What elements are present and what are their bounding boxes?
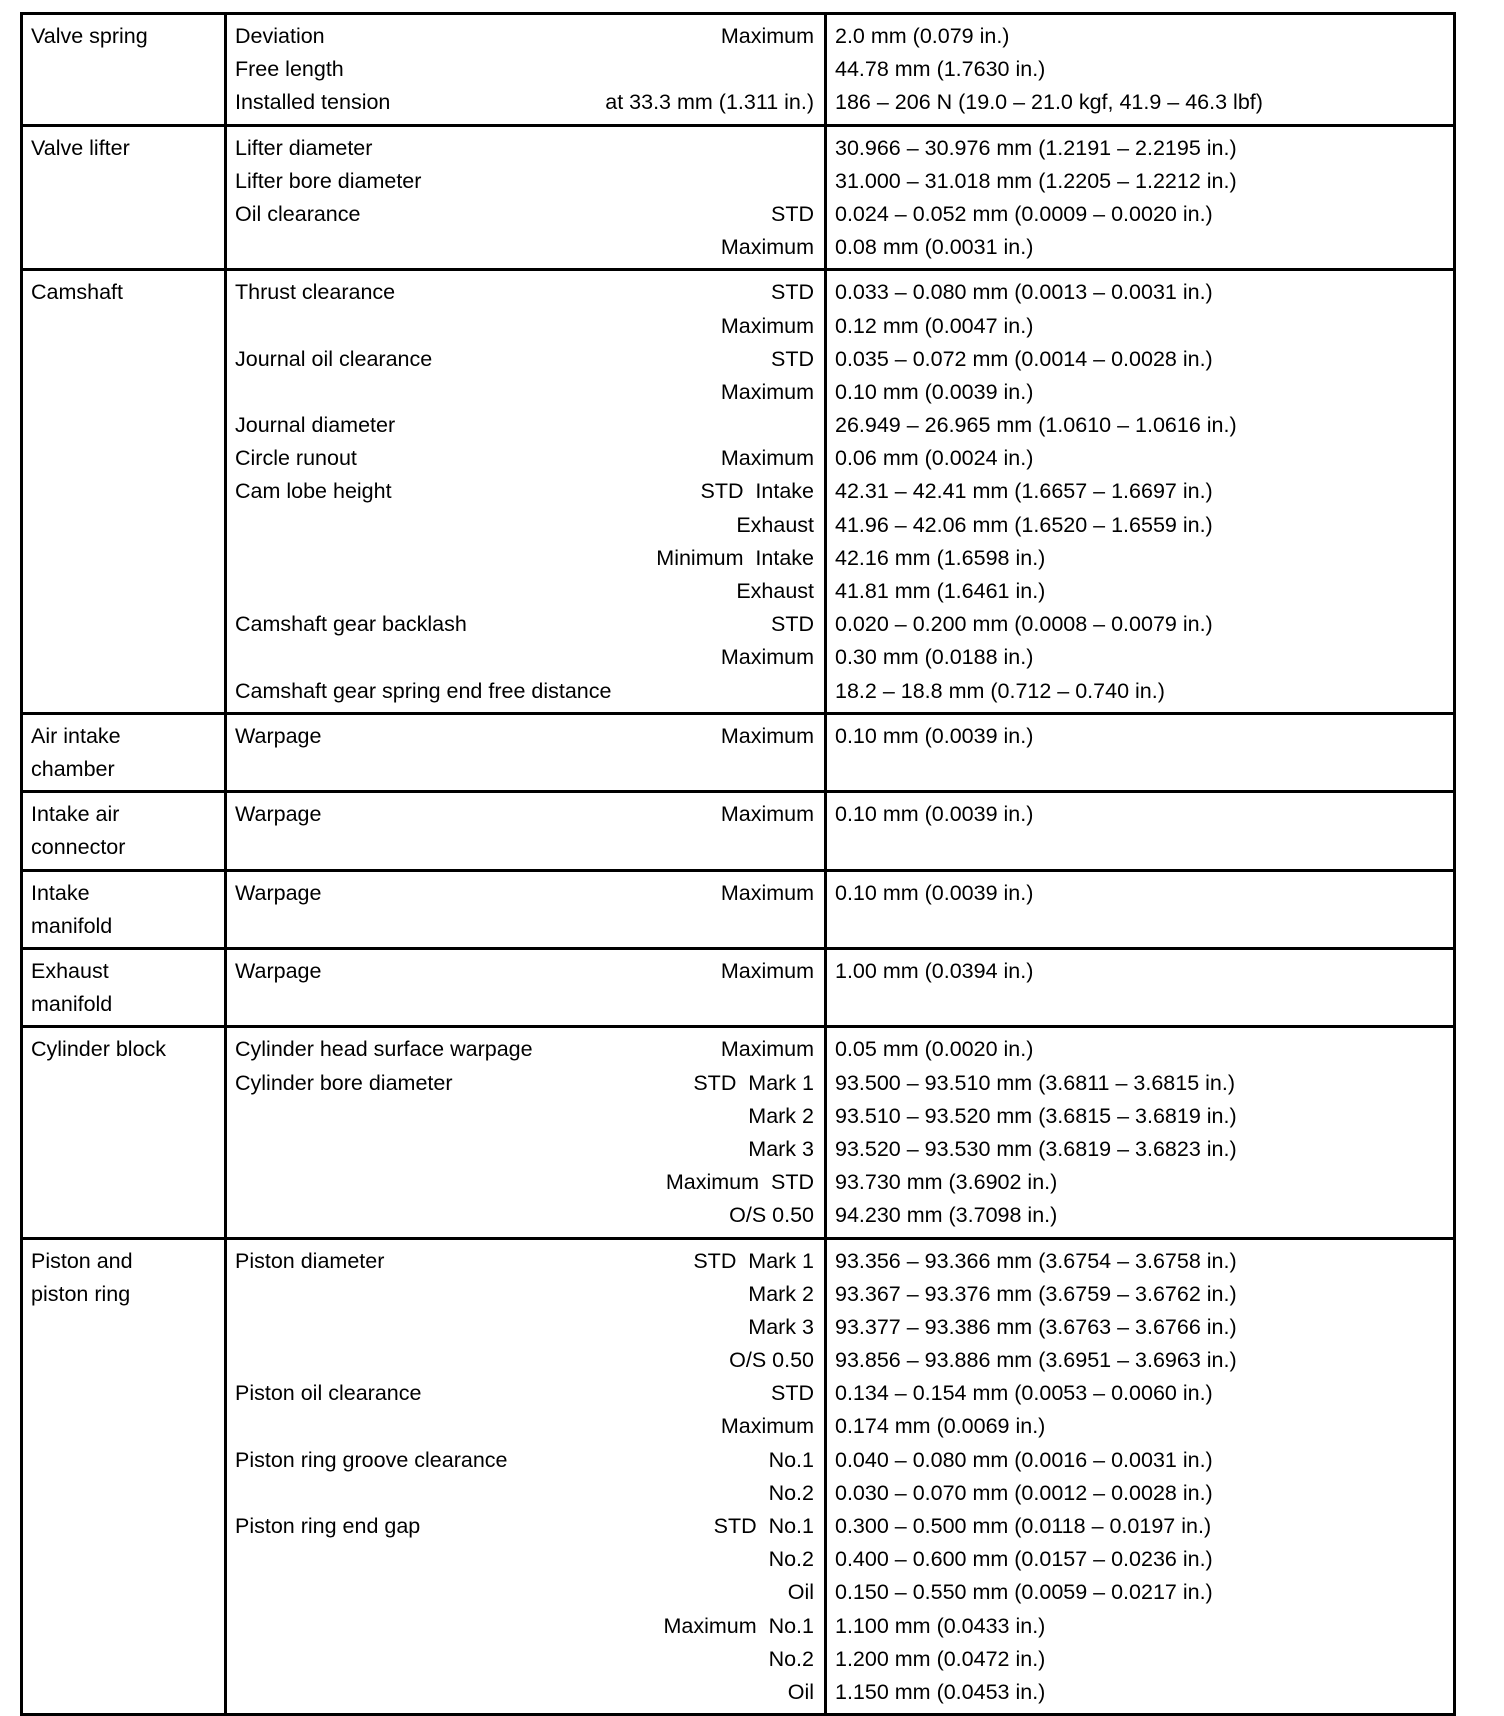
spec-value: 42.31 – 42.41 mm (1.6657 – 1.6697 in.) (835, 479, 1213, 504)
item-cell (226, 270, 826, 713)
spec-value: 0.134 – 0.154 mm (0.0053 – 0.0060 in.) (835, 1381, 1213, 1406)
item-label (235, 1610, 663, 1643)
condition-label: Maximum (720, 880, 814, 905)
spec-value: 0.150 – 0.550 mm (0.0059 – 0.0217 in.) (835, 1580, 1213, 1605)
item-label: Warpage (235, 723, 322, 748)
item-label (235, 1576, 788, 1609)
spec-section-row (22, 125, 1455, 270)
spec-value: 186 – 206 N (19.0 – 21.0 kgf, 41.9 – 46.3 lbf) (835, 90, 1263, 115)
spec-value: 18.2 – 18.8 mm (0.712 – 0.740 in.) (835, 678, 1165, 703)
condition-label: Maximum (720, 313, 814, 338)
component-cell (22, 870, 226, 948)
spec-value: 0.10 mm (0.0039 in.) (835, 802, 1034, 827)
spec-line (235, 276, 816, 309)
condition-label: Exhaust (736, 512, 814, 537)
spec-line (235, 1477, 816, 1510)
spec-value: 1.150 mm (0.0453 in.) (835, 1679, 1046, 1704)
component-name: chamber (31, 756, 115, 781)
spec-line (235, 542, 816, 575)
condition-label: STD (771, 612, 814, 637)
item-label: Deviation (235, 24, 325, 48)
condition-label: STD (771, 346, 814, 371)
spec-value: 0.10 mm (0.0039 in.) (835, 880, 1034, 905)
spec-value: 93.510 – 93.520 mm (3.6815 – 3.6819 in.) (835, 1103, 1237, 1128)
spec-line (235, 310, 816, 343)
spec-line (235, 1245, 816, 1278)
item-label (235, 575, 736, 608)
item-cell (226, 1027, 826, 1238)
item-label: Cylinder bore diameter (235, 1070, 453, 1095)
spec-value: 44.78 mm (1.7630 in.) (835, 57, 1046, 82)
condition-label (814, 165, 816, 198)
condition-label: O/S 0.50 (729, 1348, 814, 1373)
value-cell (826, 125, 1455, 270)
item-label (235, 1133, 748, 1166)
spec-line (235, 376, 816, 409)
component-cell (22, 14, 226, 126)
spec-line (235, 798, 816, 831)
condition-label: Maximum (720, 723, 814, 748)
item-label (235, 231, 721, 264)
item-label: Oil clearance (235, 201, 361, 226)
spec-value: 41.81 mm (1.6461 in.) (835, 579, 1046, 603)
condition-label: STD Intake (700, 479, 814, 504)
item-label: Installed tension (235, 90, 391, 115)
condition-label: Maximum (720, 24, 814, 48)
spec-line (235, 442, 816, 475)
component-name: Camshaft (31, 280, 124, 305)
spec-value: 93.500 – 93.510 mm (3.6811 – 3.6815 in.) (835, 1070, 1236, 1095)
component-cell (22, 792, 226, 870)
spec-value: 30.966 – 30.976 mm (1.2191 – 2.2195 in.) (835, 135, 1237, 160)
condition-label: Maximum No.1 (663, 1613, 814, 1638)
spec-section-row (22, 713, 1455, 791)
spec-section-row (22, 792, 1455, 870)
spec-value: 0.174 mm (0.0069 in.) (835, 1414, 1046, 1439)
spec-value: 0.040 – 0.080 mm (0.0016 – 0.0031 in.) (835, 1447, 1213, 1472)
condition-label: Mark 3 (748, 1136, 814, 1161)
item-label: Cam lobe height (235, 479, 392, 504)
condition-label: No.1 (768, 1447, 814, 1472)
item-label: Camshaft gear backlash (235, 612, 467, 637)
item-label (235, 1410, 721, 1443)
spec-section-row (22, 14, 1455, 126)
item-label (235, 1676, 788, 1709)
condition-label: at 33.3 mm (1.311 in.) (605, 90, 814, 115)
condition-label (814, 409, 816, 442)
spec-line (235, 198, 816, 231)
component-name: Cylinder block (31, 1037, 167, 1062)
condition-label: Maximum (720, 235, 814, 260)
item-label (235, 1643, 769, 1676)
condition-label: STD (771, 1381, 814, 1406)
item-label: Cylinder head surface warpage (235, 1037, 533, 1062)
spec-section-row (22, 870, 1455, 948)
item-label (235, 1199, 729, 1232)
spec-value: 0.05 mm (0.0020 in.) (835, 1037, 1034, 1062)
item-label (235, 310, 721, 343)
condition-label: Maximum STD (665, 1170, 814, 1195)
spec-section-row (22, 270, 1455, 713)
component-name: Valve lifter (31, 135, 130, 160)
condition-label (814, 675, 816, 708)
spec-line (235, 1199, 816, 1232)
component-name: Piston and (31, 1248, 133, 1273)
component-name: piston ring (31, 1281, 131, 1306)
item-cell (226, 948, 826, 1026)
spec-value: 94.230 mm (3.7098 in.) (835, 1203, 1058, 1228)
condition-label: STD Mark 1 (693, 1248, 814, 1273)
spec-line (235, 1543, 816, 1576)
item-label: Warpage (235, 958, 322, 983)
spec-value: 0.10 mm (0.0039 in.) (835, 379, 1034, 404)
condition-label: No.2 (768, 1646, 814, 1671)
spec-line (235, 1643, 816, 1676)
condition-label (814, 53, 816, 86)
condition-label: Mark 3 (748, 1314, 814, 1339)
value-cell (826, 948, 1455, 1026)
spec-line (235, 1278, 816, 1311)
condition-label: Maximum (720, 379, 814, 404)
spec-line (235, 1344, 816, 1377)
component-name: Intake (31, 880, 90, 905)
spec-section-row (22, 948, 1455, 1026)
component-cell (22, 713, 226, 791)
item-label: Circle runout (235, 446, 357, 471)
spec-line (235, 475, 816, 508)
spec-value: 0.12 mm (0.0047 in.) (835, 313, 1034, 338)
spec-line (235, 509, 816, 542)
item-label: Journal oil clearance (235, 346, 433, 371)
item-cell (226, 792, 826, 870)
spec-line (235, 675, 816, 708)
component-cell (22, 125, 226, 270)
condition-label: Maximum (720, 645, 814, 670)
condition-label: No.2 (768, 1547, 814, 1572)
item-cell (226, 713, 826, 791)
spec-line (235, 1166, 816, 1199)
component-name: connector (31, 835, 126, 860)
spec-value: 0.024 – 0.052 mm (0.0009 – 0.0020 in.) (835, 201, 1213, 226)
spec-value: 0.300 – 0.500 mm (0.0118 – 0.0197 in.) (835, 1514, 1212, 1538)
item-label: Warpage (235, 802, 322, 827)
spec-line (235, 1311, 816, 1344)
condition-label: Exhaust (736, 579, 814, 603)
component-name: Air intake (31, 723, 121, 748)
spec-line (235, 1377, 816, 1410)
item-label: Lifter bore diameter (235, 168, 422, 193)
item-label: Piston ring groove clearance (235, 1447, 508, 1472)
item-label: Lifter diameter (235, 135, 373, 160)
item-label (235, 509, 736, 542)
spec-value: 0.035 – 0.072 mm (0.0014 – 0.0028 in.) (835, 346, 1213, 371)
component-name: manifold (31, 913, 113, 938)
spec-value: 1.200 mm (0.0472 in.) (835, 1646, 1046, 1671)
value-cell (826, 1238, 1455, 1715)
condition-label: STD (771, 201, 814, 226)
component-name: Valve spring (31, 24, 148, 48)
spec-value: 41.96 – 42.06 mm (1.6520 – 1.6559 in.) (835, 512, 1213, 537)
spec-line (235, 1510, 816, 1543)
spec-value: 0.30 mm (0.0188 in.) (835, 645, 1034, 670)
spec-line (235, 955, 816, 988)
spec-value: 31.000 – 31.018 mm (1.2205 – 1.2212 in.) (835, 168, 1237, 193)
spec-line (235, 1676, 816, 1709)
spec-value: 0.08 mm (0.0031 in.) (835, 235, 1034, 260)
condition-label: Mark 2 (748, 1281, 814, 1306)
item-label: Camshaft gear spring end free distance (235, 678, 612, 703)
spec-value: 93.730 mm (3.6902 in.) (835, 1170, 1058, 1195)
spec-value: 1.100 mm (0.0433 in.) (835, 1613, 1046, 1638)
item-label (235, 1477, 769, 1510)
spec-value: 93.367 – 93.376 mm (3.6759 – 3.6762 in.) (835, 1281, 1237, 1306)
item-label: Piston ring end gap (235, 1514, 421, 1538)
spec-value: 42.16 mm (1.6598 in.) (835, 545, 1046, 570)
component-cell (22, 948, 226, 1026)
component-cell (22, 270, 226, 713)
value-cell (826, 792, 1455, 870)
condition-label: Minimum Intake (656, 545, 814, 570)
spec-line (235, 1133, 816, 1166)
spec-value: 2.0 mm (0.079 in.) (835, 24, 1010, 48)
item-label: Piston oil clearance (235, 1381, 422, 1406)
item-label (235, 1278, 748, 1311)
condition-label: STD (771, 280, 814, 305)
item-label: Journal diameter (235, 413, 396, 438)
spec-section-row (22, 1027, 1455, 1238)
item-cell (226, 14, 826, 126)
spec-line (235, 231, 816, 264)
spec-line (235, 343, 816, 376)
condition-label: Maximum (720, 958, 814, 983)
spec-value: 0.400 – 0.600 mm (0.0157 – 0.0236 in.) (835, 1547, 1213, 1572)
spec-line (235, 720, 816, 753)
condition-label: Maximum (720, 446, 814, 471)
spec-line (235, 53, 816, 86)
item-label (235, 1311, 748, 1344)
spec-line (235, 132, 816, 165)
value-cell (826, 270, 1455, 713)
spec-line (235, 608, 816, 641)
item-label: Piston diameter (235, 1248, 385, 1273)
condition-label: No.2 (768, 1480, 814, 1505)
value-cell (826, 870, 1455, 948)
spec-value: 0.020 – 0.200 mm (0.0008 – 0.0079 in.) (835, 612, 1213, 637)
spec-table (20, 12, 1456, 1716)
item-label (235, 542, 656, 575)
spec-value: 0.033 – 0.080 mm (0.0013 – 0.0031 in.) (835, 280, 1213, 305)
condition-label: Mark 2 (748, 1103, 814, 1128)
spec-value: 0.10 mm (0.0039 in.) (835, 723, 1034, 748)
spec-line (235, 1444, 816, 1477)
spec-value: 0.06 mm (0.0024 in.) (835, 446, 1034, 471)
item-label (235, 1100, 748, 1133)
spec-value: 0.030 – 0.070 mm (0.0012 – 0.0028 in.) (835, 1480, 1213, 1505)
spec-value: 93.377 – 93.386 mm (3.6763 – 3.6766 in.) (835, 1314, 1237, 1339)
spec-line (235, 1576, 816, 1609)
spec-table-body (22, 14, 1455, 1715)
item-label: Free length (235, 57, 344, 82)
item-label (235, 376, 721, 409)
value-cell (826, 14, 1455, 126)
spec-value: 93.356 – 93.366 mm (3.6754 – 3.6758 in.) (835, 1248, 1237, 1273)
spec-section-row (22, 1238, 1455, 1715)
spec-line (235, 165, 816, 198)
spec-line (235, 1610, 816, 1643)
spec-line (235, 20, 816, 53)
item-label (235, 641, 721, 674)
value-cell (826, 1027, 1455, 1238)
item-label: Warpage (235, 880, 322, 905)
condition-label (814, 132, 816, 165)
item-label (235, 1543, 769, 1576)
condition-label: Oil (787, 1679, 814, 1704)
spec-line (235, 575, 816, 608)
spec-value: 26.949 – 26.965 mm (1.0610 – 1.0616 in.) (835, 413, 1237, 438)
spec-line (235, 86, 816, 119)
condition-label: Maximum (720, 1037, 814, 1062)
item-cell (226, 870, 826, 948)
spec-line (235, 1033, 816, 1066)
component-cell (22, 1027, 226, 1238)
spec-value: 93.856 – 93.886 mm (3.6951 – 3.6963 in.) (835, 1348, 1237, 1373)
spec-line (235, 641, 816, 674)
condition-label: STD Mark 1 (693, 1070, 814, 1095)
component-name: Exhaust (31, 958, 109, 983)
spec-line (235, 1100, 816, 1133)
condition-label: Maximum (720, 802, 814, 827)
component-cell (22, 1238, 226, 1715)
spec-line (235, 1067, 816, 1100)
item-label (235, 1344, 729, 1377)
component-name: manifold (31, 992, 113, 1017)
item-label (235, 1166, 666, 1199)
spec-line (235, 409, 816, 442)
spec-value: 1.00 mm (0.0394 in.) (835, 958, 1034, 983)
item-cell (226, 125, 826, 270)
component-name: Intake air (31, 802, 120, 827)
spec-line (235, 1410, 816, 1443)
spec-line (235, 877, 816, 910)
spec-value: 93.520 – 93.530 mm (3.6819 – 3.6823 in.) (835, 1136, 1237, 1161)
condition-label: Maximum (720, 1414, 814, 1439)
item-cell (226, 1238, 826, 1715)
condition-label: O/S 0.50 (729, 1203, 814, 1228)
item-label: Thrust clearance (235, 280, 396, 305)
value-cell (826, 713, 1455, 791)
condition-label: STD No.1 (713, 1514, 814, 1538)
condition-label: Oil (787, 1580, 814, 1605)
